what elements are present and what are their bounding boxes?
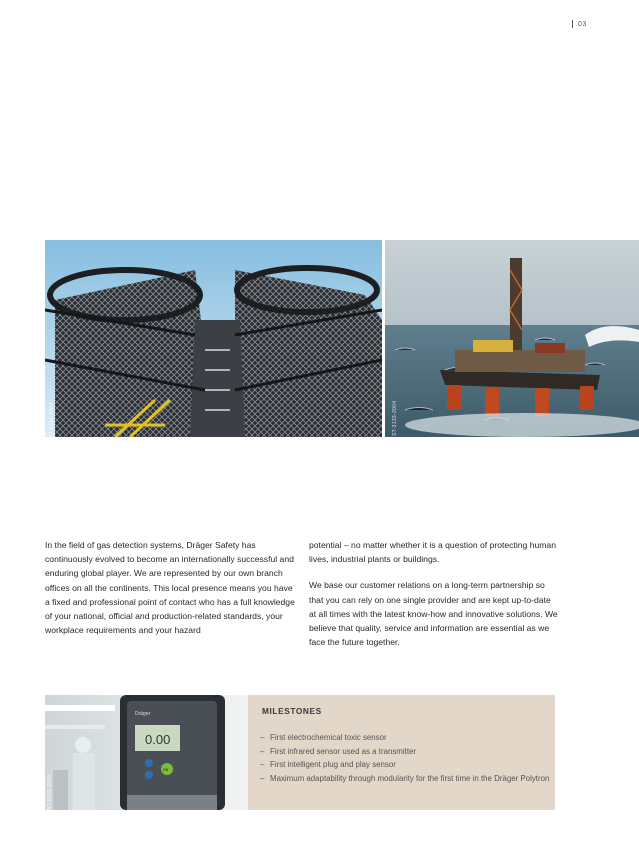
offshore-rig-illustration: [385, 240, 639, 437]
gas-detector-illustration: [45, 695, 248, 810]
photo-credit-device: ST-5033-2004: [47, 774, 53, 810]
photo-credit-gas-tanks: ST-6054-2004: [49, 402, 55, 438]
milestone-item: – Maximum adaptability through modularity for the first time in the Dräger Polytron: [260, 772, 550, 786]
milestone-item: – First infrared sensor used as a transmitter: [260, 745, 550, 759]
milestones-box: [248, 695, 555, 810]
page-number-divider: [572, 20, 573, 28]
photo-credit-offshore-rig: ST-3133-2004: [392, 400, 398, 436]
photo-offshore-rig: [385, 240, 639, 437]
photo-gas-tanks: [45, 240, 382, 437]
milestones-title: MILESTONES: [262, 706, 322, 716]
milestone-item: – First intelligent plug and play sensor: [260, 758, 550, 772]
body-paragraph-right-2: We base our customer relations on a long-term partnership so that you can rely on one single provider and are kept up-to-date at all times with the latest know-how and innovative solutions. We believe that quality, service and information are essential as we face the future together.: [309, 580, 558, 648]
device-on-button-label: ON: [163, 768, 169, 772]
body-text-right-column: [309, 538, 559, 649]
body-paragraph-right-1: potential – no matter whether it is a question of protecting human lives, industrial plants or buildings.: [309, 540, 556, 565]
photo-gas-detector-device: [45, 695, 248, 810]
gas-tanks-illustration: [45, 240, 382, 437]
device-display-value: 0.00: [145, 732, 171, 747]
device-brand-label: Dräger: [135, 711, 151, 717]
body-text-left-column: [45, 538, 295, 637]
milestone-item: – First electrochemical toxic sensor: [260, 731, 550, 745]
page-number: [572, 20, 587, 28]
body-paragraph-left: In the field of gas detection systems, Dräger Safety has continuously evolved to become an internationally successful and enduring global player. We are represented by our own branch offices on all the continents. This local presence means you have a fixed and professional point of contact who has a full knowledge of your national, official and production-related standards, your workplace requirements and your hazard: [45, 540, 295, 636]
page-number-value: 03: [578, 20, 587, 28]
milestones-list: [260, 731, 550, 786]
